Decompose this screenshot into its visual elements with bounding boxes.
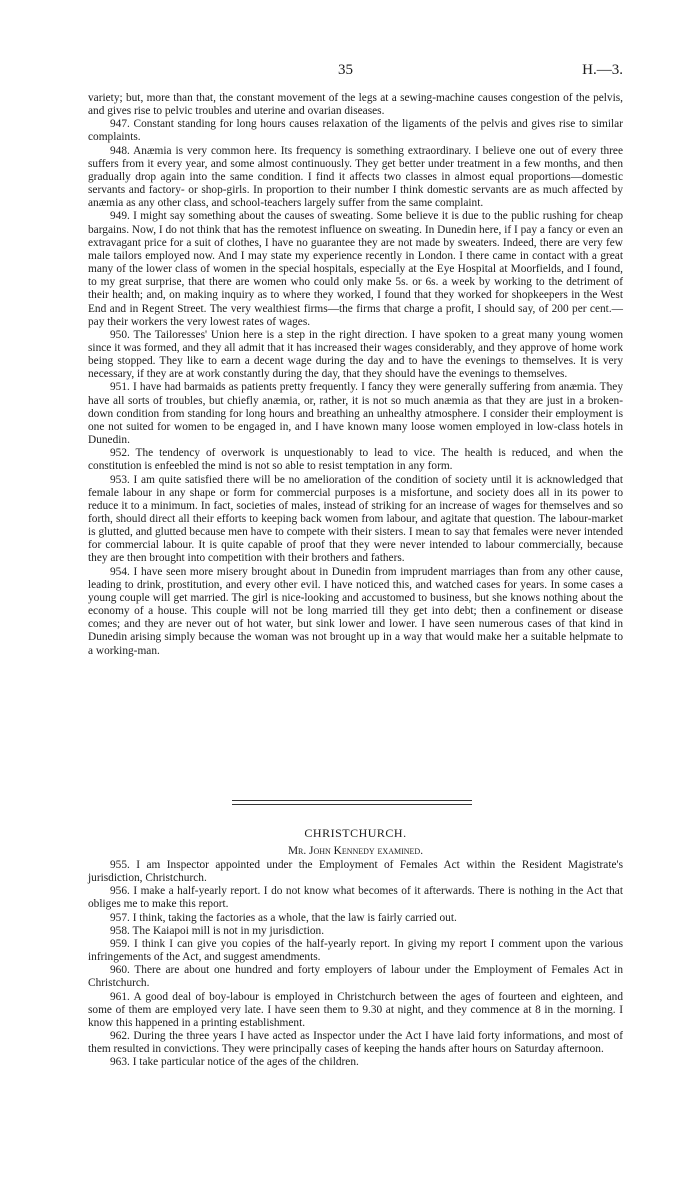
christchurch-section <box>88 826 623 1070</box>
paragraph-960: 960. There are about one hundred and forty employers of labour under the Employment of Females Act in Christchurch. <box>88 964 623 990</box>
paragraph-947: 947. Constant standing for long hours causes relaxation of the ligaments of the pelvis and gives rise to similar complaints. <box>88 118 623 144</box>
testimony-body <box>88 92 623 658</box>
paragraph-950: 950. The Tailoresses' Union here is a step in the right direction. I have spoken to a great many young women since it was formed, and they all admit that it has increased their wages considerably, and they approve of home work being stopped. They like to earn a decent wage during the day and to have the evenings to themselves. It is very necessary, if they are at work constantly during the day, that they should have the evenings to themselves. <box>88 328 623 381</box>
witness-line: Mr. John Kennedy examined. <box>287 845 424 857</box>
report-code: H.—3. <box>582 62 623 78</box>
section-body <box>88 859 623 1070</box>
paragraph-951: 951. I have had barmaids as patients pretty frequently. I fancy they were generally suffering from anæmia. They have all sorts of troubles, but chiefly anæmia, or, rather, it is not so much anæmia as that they are just in a broken-down condition from standing for long hours and breathing an unhealthy atmosphere. I consider their employment is one not suited for women to be engaged in, and I have known many loose women employed in low-class hotels in Dunedin. <box>88 381 623 447</box>
section-title: CHRISTCHURCH. <box>304 826 407 840</box>
section-divider-bottom <box>232 804 472 805</box>
paragraph-953: 953. I am quite satisfied there will be no amelioration of the condition of society until it is acknowledged that female labour in any shape or form for commercial purposes is a misfortune, and society does all in its power to reduce it to a minimum. In fact, societies of males, instead of striking for an increase of wages for themselves and so forth, should direct all their efforts to keeping back women from labour, and agitate that question. The labour-market is glutted, and glutted because men have to compete with their sisters. I mean to say that females were never intended for commercial labour. It is quite capable of proof that they were never intended to labour commercially, because they are then brought into competition with their brothers and fathers. <box>88 473 623 565</box>
paragraph-956: 956. I make a half-yearly report. I do not know what becomes of it afterwards. There is nothing in the Act that obliges me to make this report. <box>88 885 623 911</box>
section-divider-top <box>232 800 472 801</box>
paragraph-948: 948. Anæmia is very common here. Its frequency is something extraordinary. I believe one out of every three suffers from it every year, and some almost continuously. They get better under treatment in a few months, and then gradually drop again into the same condition. I find it affects two classes in almost equal proportions—domestic servants and factory- or shop-girls. In proportion to their number I think domestic servants are as much affected by anæmia as any other class, and school-teachers largely suffer from the same complaint. <box>88 144 623 210</box>
paragraph-954: 954. I have seen more misery brought about in Dunedin from imprudent marriages than from any other cause, leading to drink, prostitution, and every other evil. I have noticed this, and watched cases for years. In some cases a young couple will get married. The girl is nice-looking and accustomed to business, but she knows nothing about the economy of a house. This couple will not be long married till they get into debt; then a confinement or disease comes; and they are never out of hot water, but sink lower and lower. I have seen numerous cases of that kind in Dunedin arising simply because the woman was not brought up in a way that would make her a suitable helpmate to a working-man. <box>88 565 623 657</box>
paragraph-955: 955. I am Inspector appointed under the Employment of Females Act within the Resident Magistrate's jurisdiction, Christchurch. <box>88 859 623 885</box>
page-number: 35 <box>338 62 353 78</box>
paragraph: variety; but, more than that, the constant movement of the legs at a sewing-machine causes congestion of the pelvis, and gives rise to pelvic troubles and uterine and ovarian diseases. <box>88 92 623 118</box>
paragraph-958: 958. The Kaiapoi mill is not in my jurisdiction. <box>110 924 325 937</box>
paragraph-963: 963. I take particular notice of the ages of the children. <box>110 1056 359 1069</box>
paragraph-959: 959. I think I can give you copies of the half-yearly report. In giving my report I comment upon the various infringements of the Act, and suggest amendments. <box>88 937 623 964</box>
paragraph-949: 949. I might say something about the causes of sweating. Some believe it is due to the public rushing for cheap bargains. Now, I do not think that has the remotest influence on sweating. In Dunedin here, if I pay a fancy or even an extravagant price for a suit of clothes, I have no guarantee they are not made by sweaters. Indeed, there are very few male tailors employed now. And I may state my experience recently in London. I there came in contact with a great many of the lower class of women in the special hospitals, especially at the Eye Hospital at Moorfields, and I found, to my great surprise, that there are women who could only make 5s. or 6s. a week by working to the detriment of their health; and, on making inquiry as to where they worked, I found that they worked for shopkeepers in the West End and in Regent Street. The very wealthiest firms—the firms that charge a profit, I should say, of 200 per cent.—pay their workers the very lowest rates of wages. <box>88 210 623 328</box>
paragraph-952: 952. The tendency of overwork is unquestionably to lead to vice. The health is reduced, and when the constitution is enfeebled the mind is not so able to resist temptation in any form. <box>88 447 623 473</box>
paragraph-962: 962. During the three years I have acted as Inspector under the Act I have laid forty informations, and most of them resulted in convictions. They were principally cases of keeping the hands after hours on Saturday afternoon. <box>88 1030 623 1056</box>
paragraph-957: 957. I think, taking the factories as a whole, that the law is fairly carried out. <box>110 911 457 924</box>
paragraph-961: 961. A good deal of boy-labour is employed in Christchurch between the ages of fourteen and eighteen, and some of them are employed very late. I have seen them to 9.30 at night, and they commence at 8 in the morning. I know this happened in a printing establishment. <box>88 990 623 1029</box>
page-header <box>88 62 623 82</box>
